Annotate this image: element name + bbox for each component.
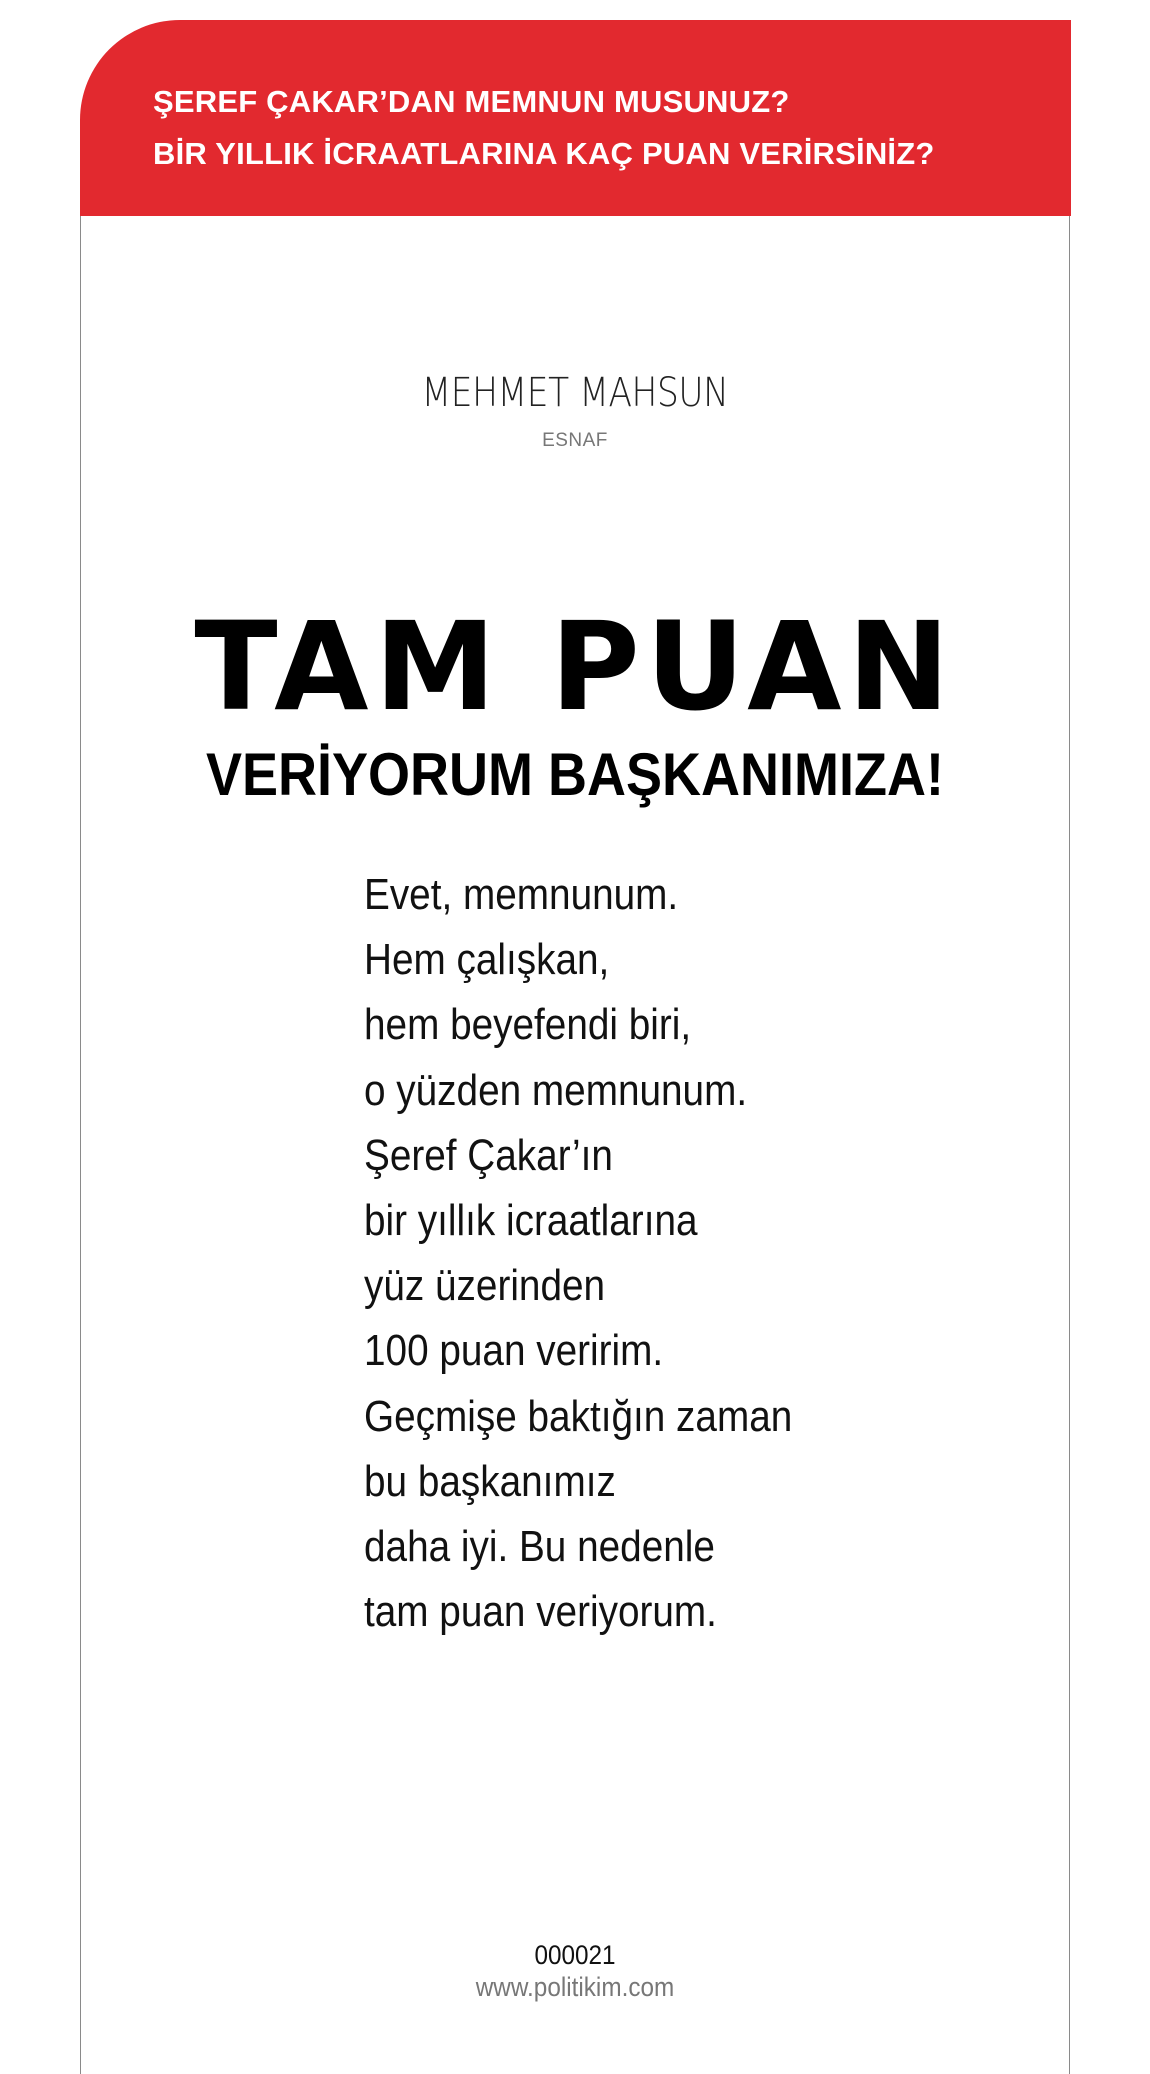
quote-line: bu başkanımız xyxy=(364,1456,616,1506)
quote-text xyxy=(364,862,924,1644)
quote-line: 100 puan veririm. xyxy=(364,1326,664,1376)
quote-line: o yüzden memnunum. xyxy=(364,1065,748,1115)
footer-code: 000021 xyxy=(534,1940,616,1970)
footer-url: www.politikim.com xyxy=(475,1972,675,2002)
quote-line: yüz üzerinden xyxy=(364,1261,606,1311)
quote-line: Şeref Çakar’ın xyxy=(364,1130,613,1180)
quote-line: Geçmişe baktığın zaman xyxy=(364,1391,793,1441)
question-banner xyxy=(80,20,1071,216)
card-border-left xyxy=(80,216,81,2074)
card-border-right xyxy=(1069,216,1070,2074)
person-name: MEHMET MAHSUN xyxy=(421,370,729,416)
quote-line: Hem çalışkan, xyxy=(364,935,610,985)
question-line-1: ŞEREF ÇAKAR’DAN MEMNUN MUSUNUZ? xyxy=(153,84,790,119)
person-role: ESNAF xyxy=(542,430,608,451)
quote-line: Evet, memnunum. xyxy=(364,870,679,919)
quote-line: daha iyi. Bu nedenle xyxy=(364,1522,715,1572)
quote-line: tam puan veriyorum. xyxy=(364,1587,717,1637)
headline-main: TAM PUAN xyxy=(194,596,956,738)
headline-sub: VERİYORUM BAŞKANIMIZA! xyxy=(206,741,944,808)
question-line-2: BİR YILLIK İCRAATLARINA KAÇ PUAN VERİRSİNİZ? xyxy=(153,136,935,171)
quote-line: bir yıllık icraatlarına xyxy=(364,1196,698,1246)
quote-line: hem beyefendi biri, xyxy=(364,1000,692,1050)
